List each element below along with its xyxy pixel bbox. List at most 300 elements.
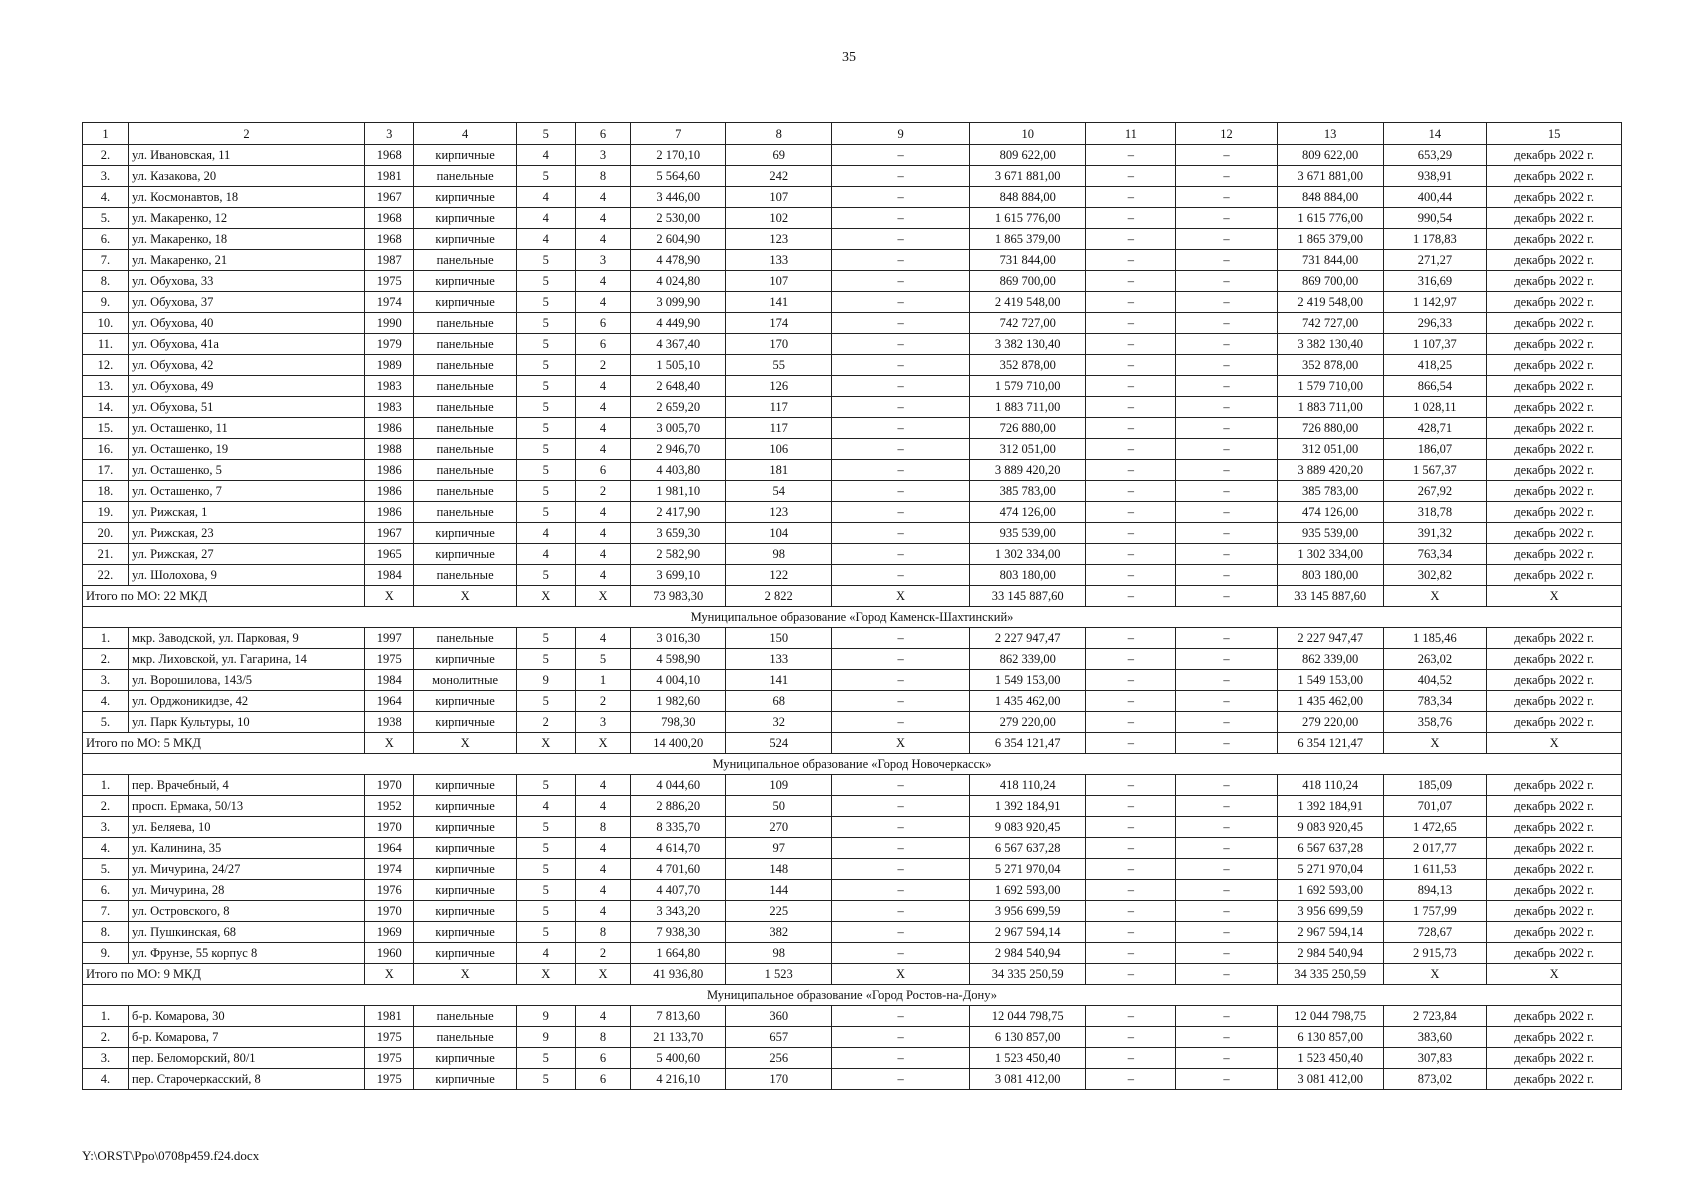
- table-cell: 385 783,00: [970, 481, 1086, 502]
- table-cell: 13.: [83, 376, 129, 397]
- table-cell: 4 614,70: [631, 838, 726, 859]
- table-cell: 1 302 334,00: [970, 544, 1086, 565]
- table-cell: 4: [575, 208, 631, 229]
- table-cell: 9 083 920,45: [970, 817, 1086, 838]
- table-row: [83, 1048, 1622, 1069]
- table-cell: –: [832, 628, 970, 649]
- table-cell: 14.: [83, 397, 129, 418]
- table-cell: –: [1086, 1048, 1176, 1069]
- table-cell: 4 449,90: [631, 313, 726, 334]
- table-cell: 2 967 594,14: [1277, 922, 1383, 943]
- table-cell: декабрь 2022 г.: [1487, 565, 1622, 586]
- address-cell: ул. Калинина, 35: [128, 838, 364, 859]
- table-cell: –: [832, 901, 970, 922]
- table-cell: –: [1176, 229, 1278, 250]
- table-cell: –: [832, 775, 970, 796]
- table-cell: 2 170,10: [631, 145, 726, 166]
- table-cell: декабрь 2022 г.: [1487, 1027, 1622, 1048]
- table-cell: монолитные: [414, 670, 517, 691]
- table-cell: 17.: [83, 460, 129, 481]
- table-cell: декабрь 2022 г.: [1487, 502, 1622, 523]
- table-cell: –: [1086, 691, 1176, 712]
- table-cell: 4 407,70: [631, 880, 726, 901]
- table-cell: –: [1176, 418, 1278, 439]
- table-cell: 869 700,00: [970, 271, 1086, 292]
- table-cell: 1968: [365, 208, 414, 229]
- table-cell: 848 884,00: [1277, 187, 1383, 208]
- table-cell: 4: [575, 229, 631, 250]
- table-cell: 2: [575, 943, 631, 964]
- table-cell: 312 051,00: [1277, 439, 1383, 460]
- table-row: [83, 166, 1622, 187]
- total-cell: 34 335 250,59: [1277, 964, 1383, 985]
- table-cell: декабрь 2022 г.: [1487, 229, 1622, 250]
- table-row: [83, 670, 1622, 691]
- table-cell: 50: [726, 796, 832, 817]
- table-cell: 5: [516, 880, 575, 901]
- total-cell: –: [1176, 586, 1278, 607]
- table-cell: –: [1176, 313, 1278, 334]
- table-cell: 1 178,83: [1383, 229, 1487, 250]
- total-cell: Х: [414, 733, 517, 754]
- table-cell: 318,78: [1383, 502, 1487, 523]
- table-cell: 726 880,00: [1277, 418, 1383, 439]
- table-cell: кирпичные: [414, 187, 517, 208]
- table-cell: –: [1086, 292, 1176, 313]
- table-cell: 4: [575, 544, 631, 565]
- table-cell: 2 530,00: [631, 208, 726, 229]
- total-cell: Х: [365, 586, 414, 607]
- table-row: [83, 901, 1622, 922]
- address-cell: ул. Обухова, 33: [128, 271, 364, 292]
- table-cell: 1 692 593,00: [970, 880, 1086, 901]
- table-cell: –: [1176, 481, 1278, 502]
- table-row: [83, 208, 1622, 229]
- column-number: 14: [1383, 123, 1487, 145]
- column-number: 1: [83, 123, 129, 145]
- table-cell: –: [1176, 187, 1278, 208]
- table-cell: 7 813,60: [631, 1006, 726, 1027]
- table-cell: 316,69: [1383, 271, 1487, 292]
- table-cell: 1968: [365, 229, 414, 250]
- table-cell: 1986: [365, 481, 414, 502]
- table-cell: 5: [516, 565, 575, 586]
- table-cell: –: [832, 397, 970, 418]
- table-cell: –: [832, 1006, 970, 1027]
- table-cell: 1 142,97: [1383, 292, 1487, 313]
- table-cell: 3: [575, 145, 631, 166]
- table-cell: 5: [516, 439, 575, 460]
- address-cell: ул. Космонавтов, 18: [128, 187, 364, 208]
- table-cell: 742 727,00: [970, 313, 1086, 334]
- address-cell: ул. Макаренко, 21: [128, 250, 364, 271]
- table-cell: 242: [726, 166, 832, 187]
- table-row: [83, 523, 1622, 544]
- table-cell: 3 699,10: [631, 565, 726, 586]
- table-cell: 4 044,60: [631, 775, 726, 796]
- total-cell: –: [1086, 964, 1176, 985]
- table-cell: кирпичные: [414, 859, 517, 880]
- table-cell: 170: [726, 334, 832, 355]
- table-cell: 5 400,60: [631, 1048, 726, 1069]
- table-cell: –: [1176, 880, 1278, 901]
- address-cell: пер. Беломорский, 80/1: [128, 1048, 364, 1069]
- table-cell: –: [1086, 943, 1176, 964]
- table-row: [83, 838, 1622, 859]
- table-cell: 2: [575, 691, 631, 712]
- table-cell: 267,92: [1383, 481, 1487, 502]
- table-cell: кирпичные: [414, 922, 517, 943]
- table-cell: 6 567 637,28: [970, 838, 1086, 859]
- table-cell: 1975: [365, 1069, 414, 1090]
- page-number: 35: [842, 50, 856, 65]
- table-cell: 4 216,10: [631, 1069, 726, 1090]
- column-number: 9: [832, 123, 970, 145]
- table-cell: 8: [575, 817, 631, 838]
- table-cell: 9.: [83, 943, 129, 964]
- table-cell: –: [1086, 397, 1176, 418]
- table-cell: 5.: [83, 859, 129, 880]
- table-cell: 5: [516, 838, 575, 859]
- table-cell: 97: [726, 838, 832, 859]
- table-cell: декабрь 2022 г.: [1487, 880, 1622, 901]
- table-cell: 7.: [83, 250, 129, 271]
- table-cell: 803 180,00: [970, 565, 1086, 586]
- table-cell: 3.: [83, 166, 129, 187]
- table-cell: –: [832, 334, 970, 355]
- table-cell: декабрь 2022 г.: [1487, 628, 1622, 649]
- table-cell: –: [1086, 1006, 1176, 1027]
- table-cell: 358,76: [1383, 712, 1487, 733]
- table-cell: 1 982,60: [631, 691, 726, 712]
- table-cell: –: [1086, 439, 1176, 460]
- table-cell: 4 024,80: [631, 271, 726, 292]
- total-cell: Х: [516, 586, 575, 607]
- table-cell: 6: [575, 1069, 631, 1090]
- table-cell: 5: [516, 1048, 575, 1069]
- total-cell: –: [1176, 733, 1278, 754]
- table-cell: –: [832, 796, 970, 817]
- table-cell: 1 107,37: [1383, 334, 1487, 355]
- table-cell: 9 083 920,45: [1277, 817, 1383, 838]
- table-row: [83, 271, 1622, 292]
- table-cell: –: [832, 523, 970, 544]
- table-cell: –: [832, 208, 970, 229]
- table-cell: 4: [575, 565, 631, 586]
- housing-repair-table: [82, 122, 1622, 1090]
- total-cell: 14 400,20: [631, 733, 726, 754]
- table-cell: –: [1086, 271, 1176, 292]
- table-cell: декабрь 2022 г.: [1487, 523, 1622, 544]
- table-cell: –: [1086, 712, 1176, 733]
- table-cell: –: [1176, 859, 1278, 880]
- table-cell: 225: [726, 901, 832, 922]
- table-cell: декабрь 2022 г.: [1487, 208, 1622, 229]
- table-cell: 5: [516, 775, 575, 796]
- table-cell: панельные: [414, 313, 517, 334]
- total-cell: Х: [414, 586, 517, 607]
- table-row: [83, 187, 1622, 208]
- total-cell: Х: [832, 964, 970, 985]
- total-cell: Х: [1383, 733, 1487, 754]
- table-cell: 6.: [83, 229, 129, 250]
- table-cell: 1983: [365, 376, 414, 397]
- table-cell: 5: [516, 166, 575, 187]
- table-cell: 1 883 711,00: [970, 397, 1086, 418]
- table-cell: 6.: [83, 880, 129, 901]
- table-cell: –: [1176, 628, 1278, 649]
- table-cell: кирпичные: [414, 208, 517, 229]
- table-cell: декабрь 2022 г.: [1487, 313, 1622, 334]
- table-cell: 1 523 450,40: [1277, 1048, 1383, 1069]
- table-cell: 104: [726, 523, 832, 544]
- table-cell: 1 472,65: [1383, 817, 1487, 838]
- table-cell: 1979: [365, 334, 414, 355]
- table-cell: –: [832, 502, 970, 523]
- table-row: [83, 439, 1622, 460]
- table-cell: 5: [516, 649, 575, 670]
- address-cell: ул. Беляева, 10: [128, 817, 364, 838]
- table-cell: кирпичные: [414, 691, 517, 712]
- table-cell: 352 878,00: [970, 355, 1086, 376]
- table-cell: 3 005,70: [631, 418, 726, 439]
- table-cell: 107: [726, 187, 832, 208]
- total-cell: 33 145 887,60: [1277, 586, 1383, 607]
- table-cell: –: [832, 250, 970, 271]
- table-cell: 1997: [365, 628, 414, 649]
- table-cell: 302,82: [1383, 565, 1487, 586]
- table-cell: 3 659,30: [631, 523, 726, 544]
- table-cell: кирпичные: [414, 649, 517, 670]
- table-cell: кирпичные: [414, 796, 517, 817]
- table-cell: 1970: [365, 775, 414, 796]
- address-cell: ул. Рижская, 1: [128, 502, 364, 523]
- table-cell: 894,13: [1383, 880, 1487, 901]
- table-cell: 7.: [83, 901, 129, 922]
- table-row: [83, 481, 1622, 502]
- table-cell: 263,02: [1383, 649, 1487, 670]
- table-cell: 935 539,00: [1277, 523, 1383, 544]
- table-cell: 4.: [83, 187, 129, 208]
- table-cell: 862 339,00: [970, 649, 1086, 670]
- table-cell: 9: [516, 1006, 575, 1027]
- total-cell: 34 335 250,59: [970, 964, 1086, 985]
- table-cell: декабрь 2022 г.: [1487, 145, 1622, 166]
- section-title: Муниципальное образование «Город Каменск-Шахтинский»: [83, 607, 1622, 628]
- total-cell: 1 523: [726, 964, 832, 985]
- table-cell: 701,07: [1383, 796, 1487, 817]
- table-row: [83, 691, 1622, 712]
- table-cell: 2 227 947,47: [970, 628, 1086, 649]
- table-cell: –: [1176, 670, 1278, 691]
- table-cell: панельные: [414, 376, 517, 397]
- table-cell: 2 886,20: [631, 796, 726, 817]
- table-cell: кирпичные: [414, 229, 517, 250]
- table-cell: –: [1176, 334, 1278, 355]
- total-cell: 6 354 121,47: [1277, 733, 1383, 754]
- table-cell: 9.: [83, 292, 129, 313]
- table-cell: 1986: [365, 502, 414, 523]
- table-cell: 657: [726, 1027, 832, 1048]
- address-cell: б-р. Комарова, 7: [128, 1027, 364, 1048]
- table-cell: 1983: [365, 397, 414, 418]
- table-cell: декабрь 2022 г.: [1487, 859, 1622, 880]
- table-cell: –: [832, 439, 970, 460]
- table-cell: 4: [575, 796, 631, 817]
- table-cell: декабрь 2022 г.: [1487, 1048, 1622, 1069]
- table-cell: 9: [516, 1027, 575, 1048]
- table-cell: –: [1176, 775, 1278, 796]
- table-cell: кирпичные: [414, 838, 517, 859]
- table-cell: 935 539,00: [970, 523, 1086, 544]
- table-cell: 2 723,84: [1383, 1006, 1487, 1027]
- table-cell: 1 757,99: [1383, 901, 1487, 922]
- table-cell: панельные: [414, 481, 517, 502]
- total-cell: Х: [516, 964, 575, 985]
- total-label: Итого по МО: 5 МКД: [83, 733, 365, 754]
- table-cell: –: [832, 880, 970, 901]
- table-cell: 763,34: [1383, 544, 1487, 565]
- table-cell: 3 956 699,59: [1277, 901, 1383, 922]
- table-cell: 102: [726, 208, 832, 229]
- table-cell: 731 844,00: [970, 250, 1086, 271]
- table-cell: –: [1176, 649, 1278, 670]
- table-cell: 1964: [365, 691, 414, 712]
- address-cell: ул. Казакова, 20: [128, 166, 364, 187]
- table-cell: 5: [516, 271, 575, 292]
- table-cell: 1938: [365, 712, 414, 733]
- total-cell: Х: [575, 964, 631, 985]
- table-cell: декабрь 2022 г.: [1487, 838, 1622, 859]
- table-cell: 6: [575, 460, 631, 481]
- table-cell: 133: [726, 649, 832, 670]
- table-row: [83, 397, 1622, 418]
- table-cell: 1 523 450,40: [970, 1048, 1086, 1069]
- table-cell: 170: [726, 1069, 832, 1090]
- address-cell: ул. Пушкинская, 68: [128, 922, 364, 943]
- table-cell: 106: [726, 439, 832, 460]
- table-cell: 4: [516, 943, 575, 964]
- table-cell: 312 051,00: [970, 439, 1086, 460]
- table-row: [83, 796, 1622, 817]
- table-cell: 4: [575, 775, 631, 796]
- section-title: Муниципальное образование «Город Ростов-на-Дону»: [83, 985, 1622, 1006]
- table-cell: 869 700,00: [1277, 271, 1383, 292]
- table-cell: 5: [516, 502, 575, 523]
- table-cell: 1 549 153,00: [970, 670, 1086, 691]
- table-cell: 8: [575, 166, 631, 187]
- table-row: [83, 418, 1622, 439]
- table-cell: 1952: [365, 796, 414, 817]
- table-cell: 55: [726, 355, 832, 376]
- table-cell: кирпичные: [414, 901, 517, 922]
- table-cell: панельные: [414, 166, 517, 187]
- table-cell: панельные: [414, 418, 517, 439]
- table-row: [83, 649, 1622, 670]
- table-cell: 5: [516, 250, 575, 271]
- table-cell: 474 126,00: [970, 502, 1086, 523]
- table-cell: 5: [516, 628, 575, 649]
- table-cell: –: [832, 1048, 970, 1069]
- total-cell: Х: [575, 733, 631, 754]
- total-cell: Х: [575, 586, 631, 607]
- table-cell: 4: [575, 523, 631, 544]
- address-cell: б-р. Комарова, 30: [128, 1006, 364, 1027]
- table-cell: 5.: [83, 712, 129, 733]
- total-row: [83, 586, 1622, 607]
- column-number: 11: [1086, 123, 1176, 145]
- address-cell: пер. Врачебный, 4: [128, 775, 364, 796]
- table-cell: 123: [726, 502, 832, 523]
- table-row: [83, 544, 1622, 565]
- table-cell: 1990: [365, 313, 414, 334]
- table-cell: –: [1086, 145, 1176, 166]
- table-cell: декабрь 2022 г.: [1487, 544, 1622, 565]
- table-cell: 4: [575, 376, 631, 397]
- table-cell: 1 615 776,00: [970, 208, 1086, 229]
- table-cell: 271,27: [1383, 250, 1487, 271]
- address-cell: пер. Старочеркасский, 8: [128, 1069, 364, 1090]
- table-cell: –: [1086, 523, 1176, 544]
- table-cell: 2: [516, 712, 575, 733]
- table-row: [83, 334, 1622, 355]
- table-cell: 12 044 798,75: [1277, 1006, 1383, 1027]
- table-cell: –: [832, 418, 970, 439]
- table-cell: –: [1176, 1069, 1278, 1090]
- table-row: [83, 460, 1622, 481]
- table-cell: 4: [575, 439, 631, 460]
- table-cell: 117: [726, 418, 832, 439]
- table-cell: 8: [575, 922, 631, 943]
- table-cell: 2.: [83, 145, 129, 166]
- table-cell: 5: [516, 313, 575, 334]
- address-cell: ул. Осташенко, 5: [128, 460, 364, 481]
- table-cell: декабрь 2022 г.: [1487, 922, 1622, 943]
- table-row: [83, 922, 1622, 943]
- table-cell: декабрь 2022 г.: [1487, 334, 1622, 355]
- table-cell: кирпичные: [414, 712, 517, 733]
- table-cell: 8: [575, 1027, 631, 1048]
- table-cell: –: [832, 544, 970, 565]
- table-cell: 3 671 881,00: [970, 166, 1086, 187]
- table-cell: 6 130 857,00: [970, 1027, 1086, 1048]
- table-cell: декабрь 2022 г.: [1487, 250, 1622, 271]
- table-cell: 4 598,90: [631, 649, 726, 670]
- table-cell: –: [1086, 1069, 1176, 1090]
- table-cell: 1965: [365, 544, 414, 565]
- table-cell: –: [1086, 1027, 1176, 1048]
- table-cell: 5: [516, 901, 575, 922]
- table-cell: 4: [516, 796, 575, 817]
- table-row: [83, 775, 1622, 796]
- table-cell: 1989: [365, 355, 414, 376]
- address-cell: ул. Мичурина, 24/27: [128, 859, 364, 880]
- table-cell: 1975: [365, 271, 414, 292]
- total-cell: Х: [832, 586, 970, 607]
- table-cell: 109: [726, 775, 832, 796]
- total-row: [83, 964, 1622, 985]
- table-cell: 418 110,24: [1277, 775, 1383, 796]
- section-title: Муниципальное образование «Город Новочеркасск»: [83, 754, 1622, 775]
- table-cell: –: [1086, 208, 1176, 229]
- table-cell: панельные: [414, 502, 517, 523]
- table-cell: 6: [575, 334, 631, 355]
- column-number: 6: [575, 123, 631, 145]
- table-cell: 1 435 462,00: [970, 691, 1086, 712]
- table-cell: 1975: [365, 649, 414, 670]
- table-cell: 133: [726, 250, 832, 271]
- table-cell: декабрь 2022 г.: [1487, 439, 1622, 460]
